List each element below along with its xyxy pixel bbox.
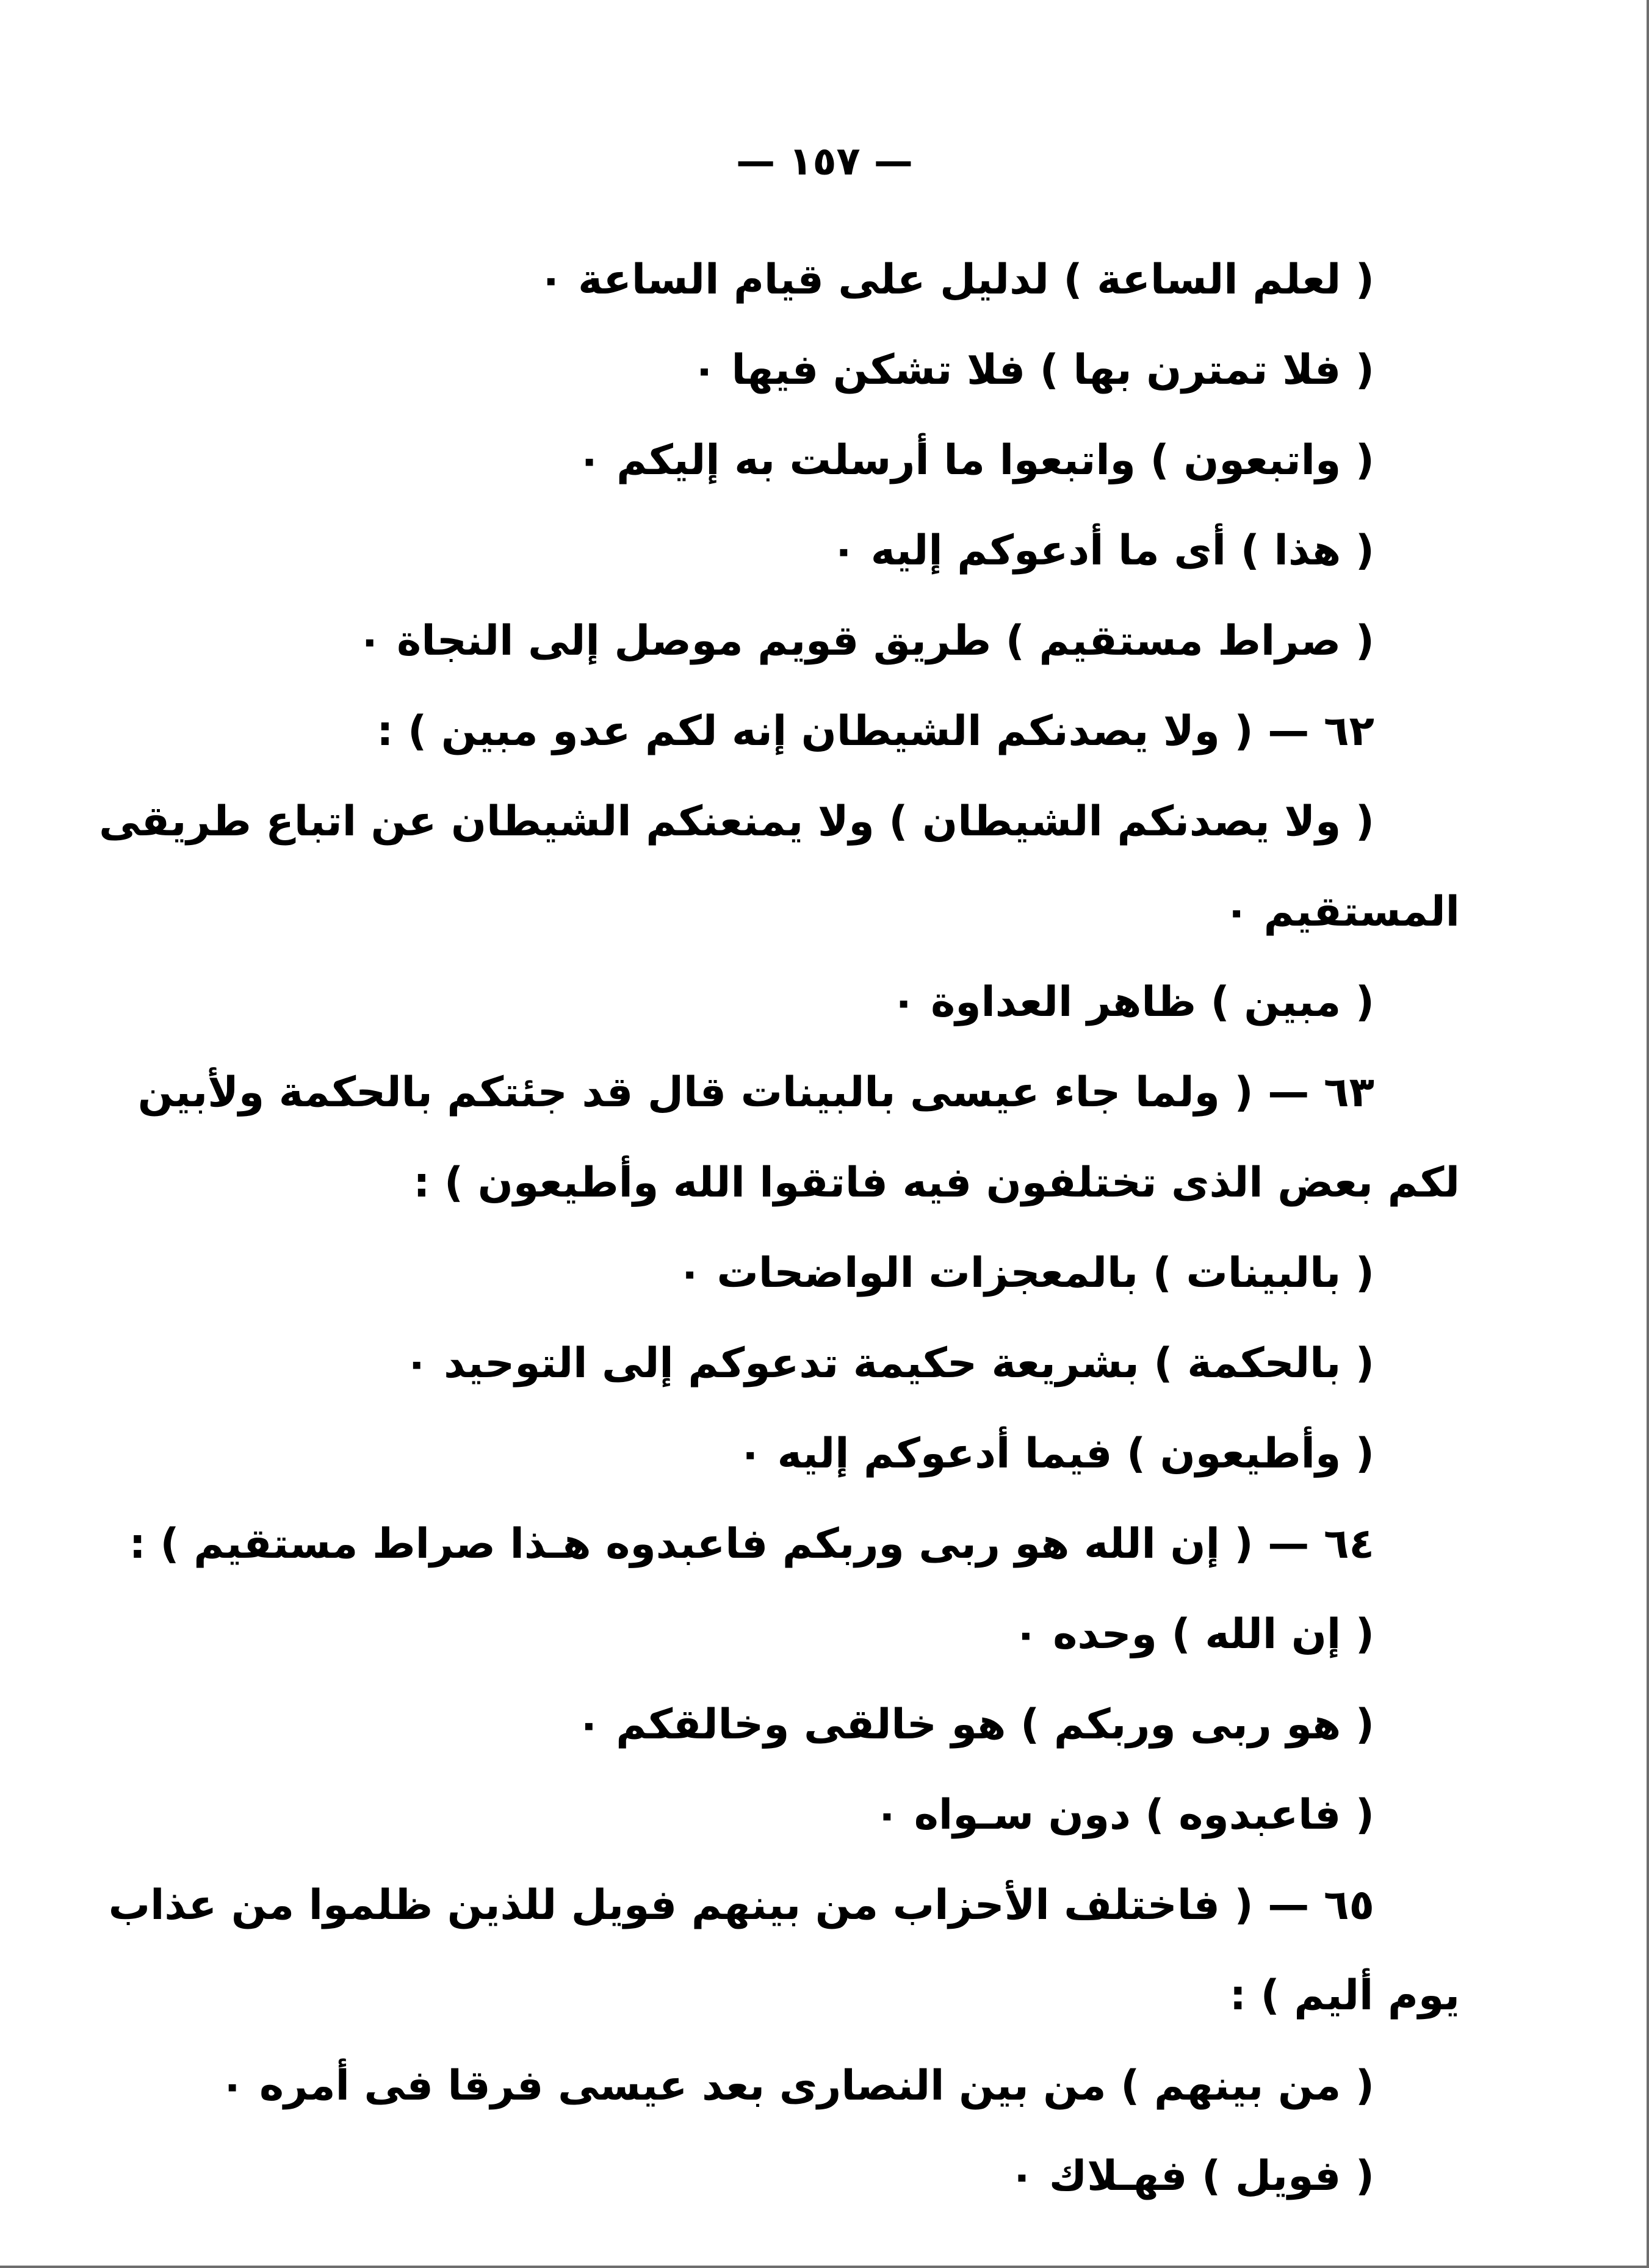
verse-64-heading: ٦٤ — ( إن الله هو ربى وربكم فاعبدوه هـذا صراط مستقيم ) :: [129, 1520, 1374, 1568]
text-line-8: المستقيم ٠: [1224, 888, 1460, 936]
body-text: [99, 235, 1460, 2222]
text-line-7: ( ولا يصدنكم الشيطان ) ولا يمنعنكم الشيطان عن اتباع طريقى: [99, 797, 1374, 846]
text-line-5: ( صراط مستقيم ) طريق قويم موصل إلى النجاة ٠: [356, 617, 1374, 665]
verse-63-heading: ٦٣ — ( ولما جاء عيسى بالبينات قال قد جئتكم بالحكمة ولأبين: [137, 1068, 1374, 1117]
verse-62-heading: ٦٢ — ( ولا يصدنكم الشيطان إنه لكم عدو مبين ) :: [377, 707, 1374, 755]
text-line-17: ( هو ربى وربكم ) هو خالقى وخالقكم ٠: [576, 1701, 1374, 1749]
text-line-3: ( واتبعون ) واتبعوا ما أرسلت به إليكم ٠: [576, 436, 1374, 484]
verse-65-heading: ٦٥ — ( فاختلف الأحزاب من بينهم فويل للذين ظلموا من عذاب: [108, 1881, 1374, 1929]
text-line-4: ( هذا ) أى ما أدعوكم إليه ٠: [831, 527, 1374, 575]
text-line-18: ( فاعبدوه ) دون سـواه ٠: [874, 1791, 1374, 1839]
verse-63-heading-cont: لكم بعض الذى تختلفون فيه فاتقوا الله وأطيعون ) :: [413, 1159, 1460, 1207]
text-line-21: ( من بينهم ) من بين النصارى بعد عيسى فرقا فى أمره ٠: [219, 2062, 1374, 2110]
text-line-13: ( بالحكمة ) بشريعة حكيمة تدعوكم إلى التوحيد ٠: [403, 1339, 1374, 1388]
text-line-2: ( فلا تمترن بها ) فلا تشكن فيها ٠: [691, 346, 1374, 394]
page-number: — ١٥٧ —: [736, 139, 913, 184]
text-line-14: ( وأطيعون ) فيما أدعوكم إليه ٠: [737, 1430, 1374, 1478]
text-line-12: ( بالبينات ) بالمعجزات الواضحات ٠: [677, 1249, 1374, 1297]
text-line-9: ( مبين ) ظاهر العداوة ٠: [890, 978, 1374, 1026]
text-line-1: ( لعلم الساعة ) لدليل على قيام الساعة ٠: [538, 256, 1374, 304]
verse-65-heading-cont: يوم أليم ) :: [1229, 1971, 1460, 2020]
text-line-16: ( إن الله ) وحده ٠: [1013, 1610, 1374, 1658]
text-line-22: ( فويل ) فهـلاك ٠: [1009, 2152, 1374, 2200]
